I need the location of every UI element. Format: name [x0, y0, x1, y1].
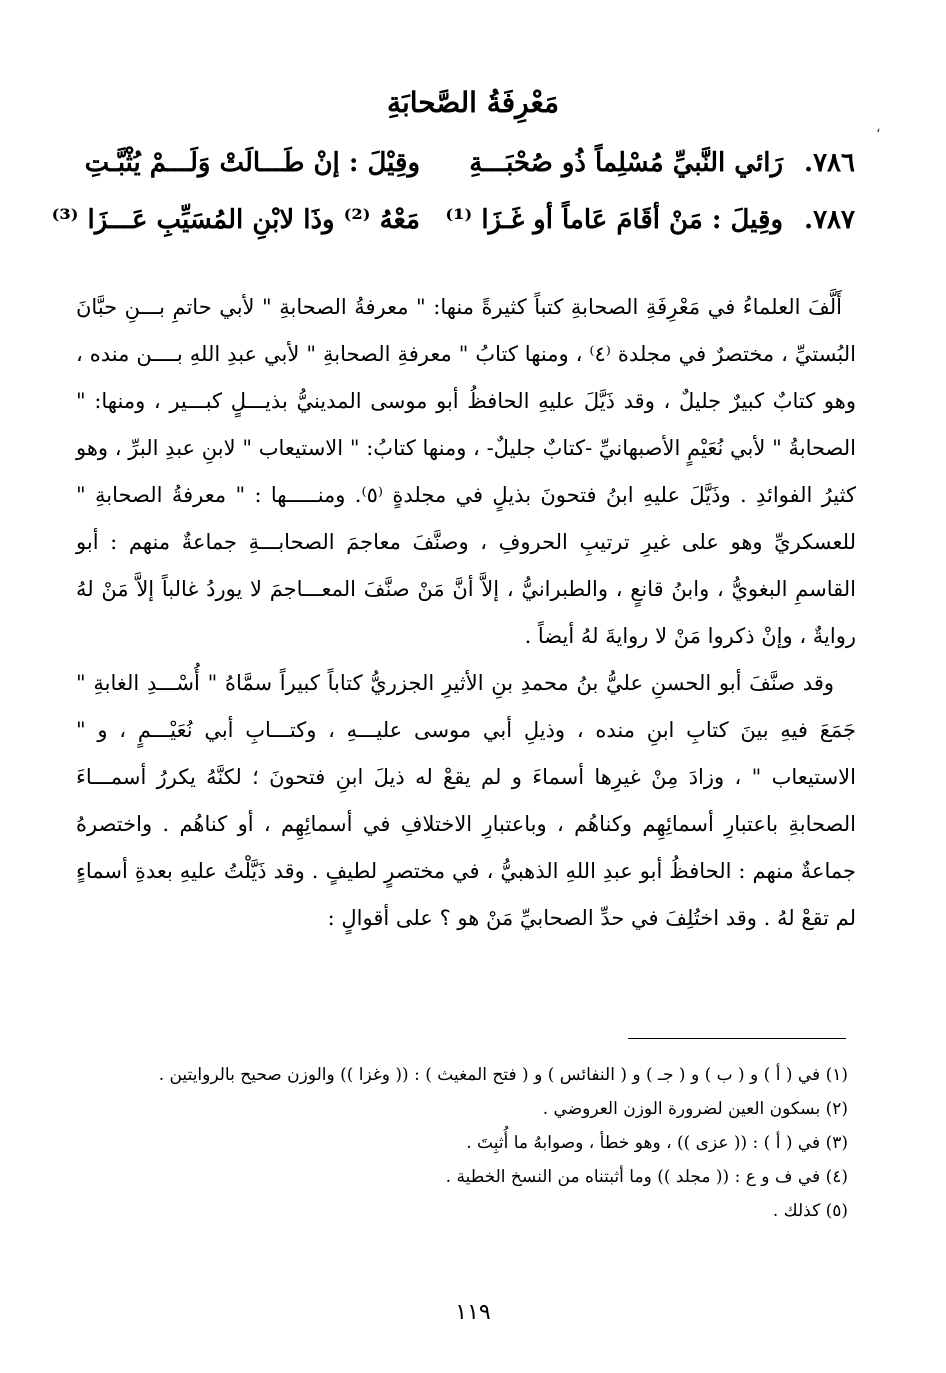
footnote: (١) في ( أ ) و ( ب ) و ( جـ ) و ( النفائس ) و ( فتح المغيث ) : (( وغزا )) والوزن صحيح بالروايتين . [158, 1065, 848, 1085]
verse-786 [84, 148, 855, 198]
verse-hemistich-first: رَائي النَّبيِّ مُسْلِماً ذُو صُحْبَـــةِ [469, 148, 783, 178]
verse-number: ٧٨٧. [804, 205, 855, 235]
verse-hemistich-first: وقِيلَ : مَنْ أقَامَ عَاماً أو غَـزَا ⁽¹⁾ [445, 205, 783, 235]
chapter-title: مَعْرِفَةُ الصَّحابَةِ [386, 86, 560, 119]
paragraph: أَلَّفَ العلماءُ في مَعْرِفَةِ الصحابةِ كتباً كثيرةً منها: " معرفةُ الصحابةِ " لأبي حاتمِ بـــنِ حبَّانَ البُستيِّ ، مختصرٌ في مجلدة ⁽٤⁾ ، ومنها كتابُ " معرفةِ الصحابةِ " لأبي عبدِ اللهِ بــــن منده ، وهو كتابٌ كبيرٌ جليلٌ ، وقد ذَيَّلَ عليهِ الحافظُ أبو موسى المدينيُّ بذيـــلٍ كبـــير ، ومنها: " الصحابةُ " لأبي نُعَيْمٍ الأصبهانيِّ -كتابٌ جليلٌ- ، ومنها كتابُ: " الاستيعاب " لابنِ عبدِ البرِّ ، وهو كثيرُ الفوائدِ . وذَيَّلَ عليهِ ابنُ فتحونَ بذيلٍ في مجلدةٍ ⁽٥⁾. ومنـــــها : " معرفةُ الصحابةِ " للعسكريِّ وهو على غيرِ ترتيبِ الحروفِ ، وصنَّفَ معاجمَ الصحابـــةِ جماعةٌ منهم : أبو القاسمِ البغويُّ ، وابنُ قانعٍ ، والطبرانيُّ ، إلاَّ أنَّ مَنْ صنَّفَ المعـــاجمَ لا يوردُ غالباً إلاَّ مَنْ لهُ روايةٌ ، وإنْ ذكروا مَنْ لا روايةَ لهُ أيضاً . [76, 295, 857, 648]
footnote: (٢) بسكون العين لضرورة الوزن العروضي . [542, 1099, 848, 1119]
page-number: ١١٩ [455, 1300, 491, 1325]
footnote-separator [628, 1038, 846, 1039]
verse-hemistich-second: وقِيْلَ : إنْ طَـــالَتْ وَلَـــمْ يُثْبَّـتِ [84, 148, 420, 178]
footnotes [76, 1058, 848, 1228]
verse-hemistich-second: مَعْهُ ⁽²⁾ وذَا لابْنِ المُسَيِّبِ عَـــزَا ⁽³⁾ [51, 205, 420, 235]
corner-mark: ، [876, 120, 881, 136]
commentary-body [76, 284, 856, 942]
verse-787 [51, 205, 855, 255]
footnote: (٥) كذلك . [772, 1201, 848, 1221]
paragraph: وقد صنَّفَ أبو الحسنِ عليُّ بنُ محمدِ بنِ الأثيرِ الجزريُّ كتاباً كبيراً سمَّاهُ " أُسْـــدِ الغابةِ " جَمَعَ فيهِ بينَ كتابِ ابنِ منده ، وذيلِ أبي موسى عليـــهِ ، وكتـــابِ أبي نُعَيْـــمٍ ، و " الاستيعاب " ، وزادَ مِنْ غيرِها أسماءَ و لم يقعْ له ذيلَ ابنِ فتحونَ ؛ لكنَّهُ يكررُ أسمـــاءَ الصحابةِ باعتبارِ أسمائِهِم وكناهُم ، وباعتبارِ الاختلافِ في أسمائِهِم ، أو كناهُم . واختصرهُ جماعةٌ منهم : الحافظُ أبو عبدِ اللهِ الذهبيُّ ، في مختصرٍ لطيفٍ . وقد ذَيَّلْتُ عليهِ بعدةِ أسماءٍ لم تقعْ لهُ . وقد اختُلِفَ في حدِّ الصحابيِّ مَنْ هو ؟ على أقوالٍ : [76, 671, 856, 930]
footnote: (٣) في ( أ ) : (( عزى )) ، وهو خطأ ، وصوابهُ ما أُثبِتَ . [466, 1133, 848, 1153]
footnote: (٤) في ف و ع : (( مجلد )) وما أثبتناه من النسخ الخطية . [445, 1167, 848, 1187]
verse-number: ٧٨٦. [804, 148, 855, 178]
